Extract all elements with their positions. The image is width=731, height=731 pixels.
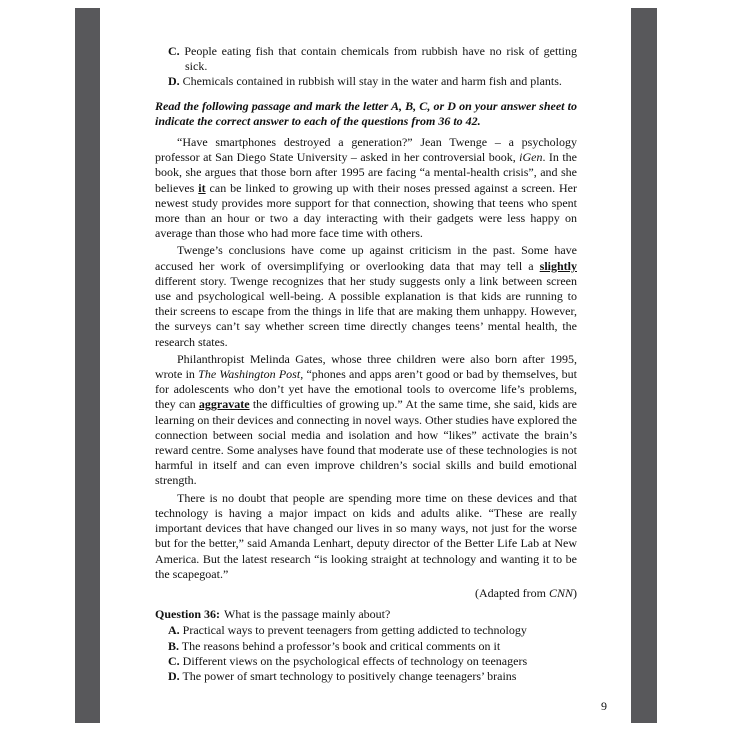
passage-instruction: Read the following passage and mark the letter A, B, C, or D on your answer sheet to indicate the correct answer to each of the questions from 36 to 42.: [155, 98, 577, 128]
question-options: [155, 623, 577, 684]
italic-text: The Washington Post: [198, 367, 301, 382]
passage: [155, 135, 577, 582]
passage-paragraph: [155, 491, 577, 582]
page-content: [100, 8, 631, 684]
text-segment: , “phones and apps aren’t good or bad by themselves, but for adolescents who don’t yet have the emotional tools to overcome life’s problems, they can: [155, 367, 577, 412]
page-number: 9: [601, 699, 607, 713]
text-segment: can be linked to growing up with their noses pressed against a screen. Her newest study provides more support for that connection, showing that teens who spent more than an hour or two a day interacting with their gadgets were less happy on average than those who had more face time with others.: [155, 180, 577, 241]
passage-paragraph: [155, 352, 577, 489]
option-text: Practical ways to prevent teenagers from getting addicted to technology: [179, 623, 527, 638]
option-letter: D.: [168, 668, 180, 683]
underlined-term: slightly: [539, 258, 577, 273]
answer-option: [168, 669, 577, 684]
question-text: What is the passage mainly about?: [224, 607, 391, 622]
text-segment: Philanthropist Melinda Gates, whose three children were also born after 1995, wrote in: [155, 351, 577, 382]
option-text: The reasons behind a professor’s book and critical comments on it: [179, 638, 501, 653]
option-letter: C.: [168, 653, 180, 668]
text-segment: Twenge’s conclusions have come up against criticism in the past. Some have accused her work of oversimplifying or overlooking data that may tell a: [155, 243, 577, 273]
answer-option: [168, 654, 577, 669]
text-segment: different story. Twenge recognizes that her study suggests only a link between screen use and psychological well-being. A possible explanation is that kids are running to their screens to escape from the things in life that are making them unhappy. However, the surveys can’t say whether screen time directly changes teens’ mental health, the research states.: [155, 273, 577, 349]
underlined-term: aggravate: [198, 397, 250, 412]
answer-option: [168, 639, 577, 654]
question-label: Question 36:: [155, 607, 221, 622]
attribution-suffix: ): [573, 585, 577, 600]
text-segment: There is no doubt that people are spending more time on these devices and that technology is having a major impact on kids and adults alike. “These are really important devices that have changed our lives in so many ways, not just for the worse but for the better,” said Amanda Lenhart, deputy director of the Better Life Lab at New America. But the latest research “is looking straight at technology and wanting it to be the scapegoat.”: [155, 490, 577, 581]
question-36-line: [155, 607, 577, 622]
option-text: Different views on the psychological effects of technology on teenagers: [179, 653, 528, 668]
option-letter: B.: [168, 638, 180, 653]
text-segment: . In the book, she argues that those born after 1995 are facing “a mental-health crisis”, and she believes: [155, 150, 577, 195]
option-letter: A.: [168, 623, 180, 638]
passage-paragraph: [155, 135, 577, 241]
text-segment: the difficulties of growing up.” At the same time, she said, kids are learning on their devices and connecting in novel ways. Other studies have explored the connection between social media and isolation and how “likes” activate the brain’s reward centre. Some analyses have found that moderate use of these technologies is not harmful in itself and can even improve children’s social skills and build emotional strength.: [155, 397, 577, 488]
underlined-term: it: [198, 180, 206, 195]
option-text: The power of smart technology to positively change teenagers’ brains: [179, 668, 517, 683]
exam-page: [100, 8, 631, 723]
attribution-line: [155, 586, 577, 601]
answer-option: [168, 74, 577, 89]
answer-option: [168, 623, 577, 638]
option-text: People eating fish that contain chemicals from rubbish have no risk of getting sick.: [179, 44, 577, 74]
attribution-source: CNN: [548, 585, 573, 600]
attribution-prefix: (Adapted from: [475, 585, 549, 600]
top-options: [155, 44, 577, 90]
option-letter: D.: [168, 74, 180, 89]
italic-text: iGen: [519, 150, 543, 165]
text-segment: “Have smartphones destroyed a generation?” Jean Twenge – a psychology professor at San Diego State University – asked in her controversial book,: [155, 135, 577, 165]
passage-paragraph: [155, 243, 577, 349]
answer-option: [168, 44, 577, 74]
option-text: Chemicals contained in rubbish will stay in the water and harm fish and plants.: [179, 74, 562, 89]
option-letter: C.: [168, 44, 180, 58]
